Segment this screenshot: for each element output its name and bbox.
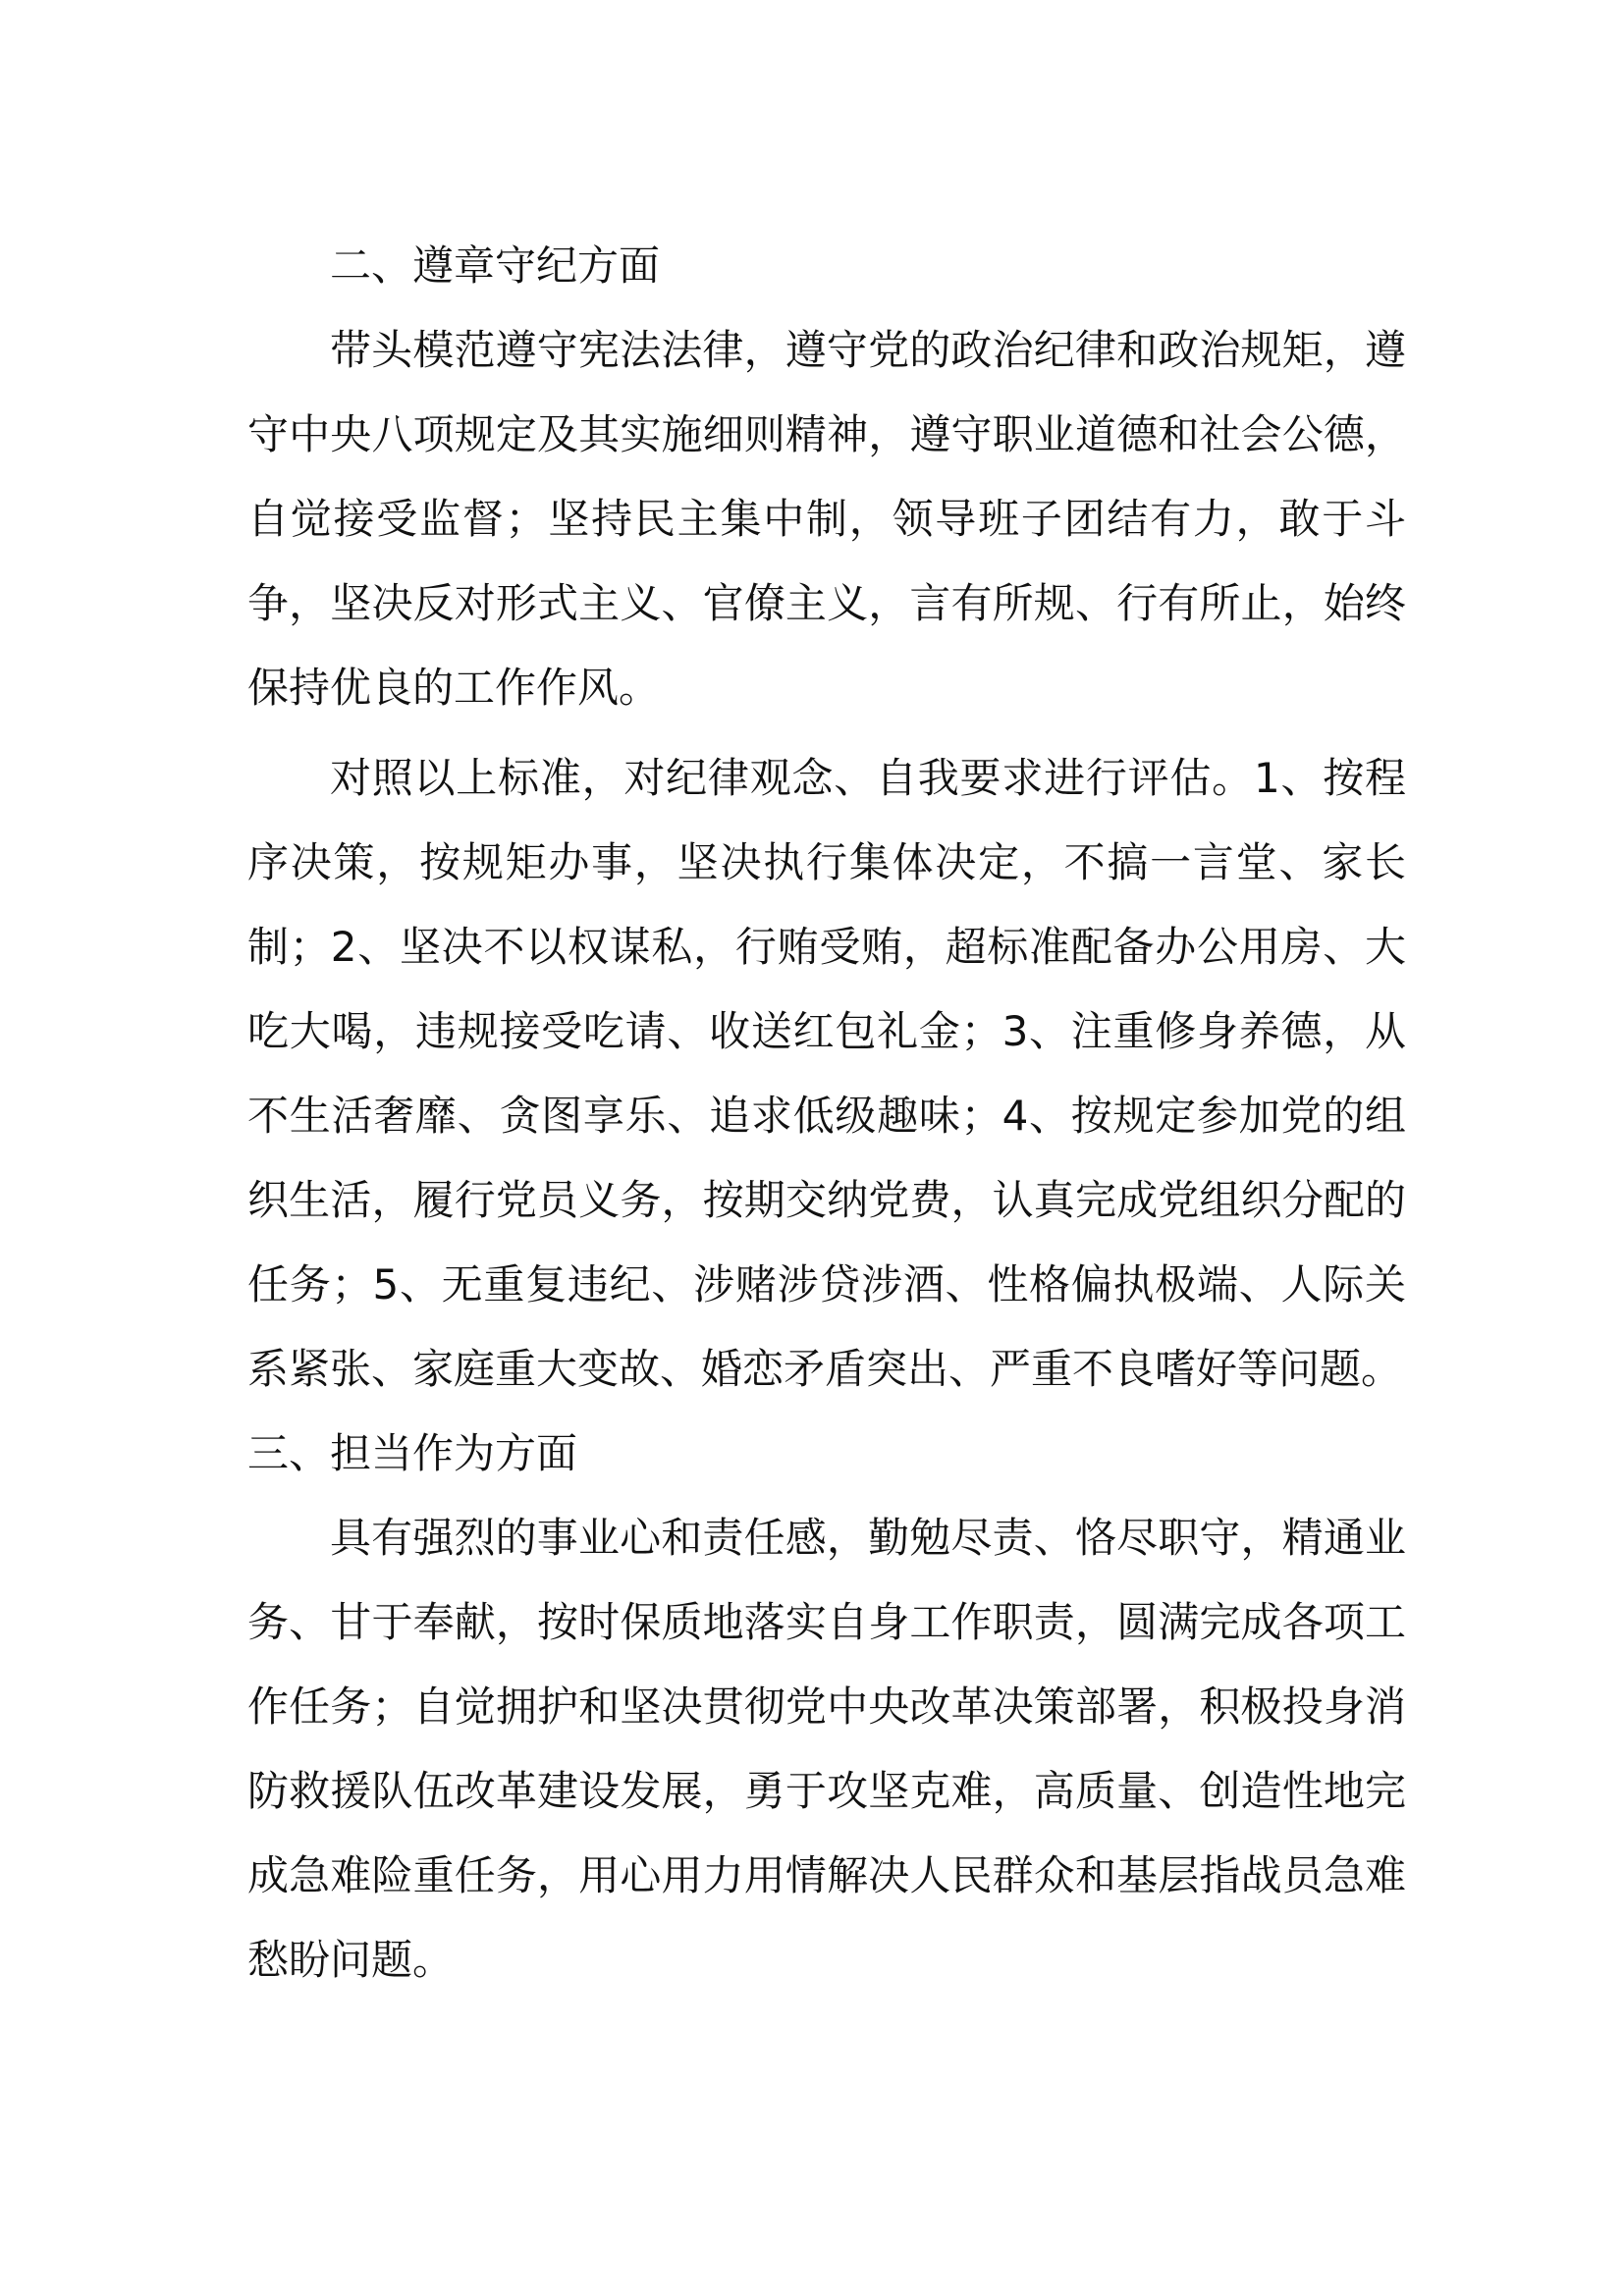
section-2-paragraph-1: 带头模范遵守宪法法律，遵守党的政治纪律和政治规矩，遵守中央八项规定及其实施细则精神，遵守职业道德和社会公德，自觉接受监督；坚持民主集中制，领导班子团结有力，敢于斗争，坚决反对形式主义、官僚主义，言有所规、行有所止，始终保持优良的工作作风。 — [247, 326, 1406, 712]
document-body — [247, 224, 1406, 2002]
section-2-heading: 二、遵章守纪方面 — [330, 241, 661, 290]
section-3-heading: 三、担当作为方面 — [247, 1429, 578, 1477]
section-3-paragraph-1: 具有强烈的事业心和责任感，勤勉尽责、恪尽职守，精通业务、甘于奉献，按时保质地落实自身工作职责，圆满完成各项工作任务；自觉拥护和坚决贯彻党中央改革决策部署，积极投身消防救援队伍改革建设发展，勇于攻坚克难，高质量、创造性地完成急难险重任务，用心用力用情解决人民群众和基层指战员急难愁盼问题。 — [247, 1514, 1406, 1984]
section-2-paragraph-2: 对照以上标准，对纪律观念、自我要求进行评估。1、按程序决策，按规矩办事，坚决执行集体决定，不搞一言堂、家长制；2、坚决不以权谋私，行贿受贿，超标准配备办公用房、大吃大喝，违规接受吃请、收送红包礼金；3、注重修身养德，从不生活奢靡、贪图享乐、追求低级趣味；4、按规定参加党的组织生活，履行党员义务，按期交纳党费，认真完成党组织分配的任务；5、无重复违纪、涉赌涉贷涉酒、性格偏执极端、人际关系紧张、家庭重大变故、婚恋矛盾突出、严重不良嗜好等问题。 — [247, 754, 1406, 1393]
